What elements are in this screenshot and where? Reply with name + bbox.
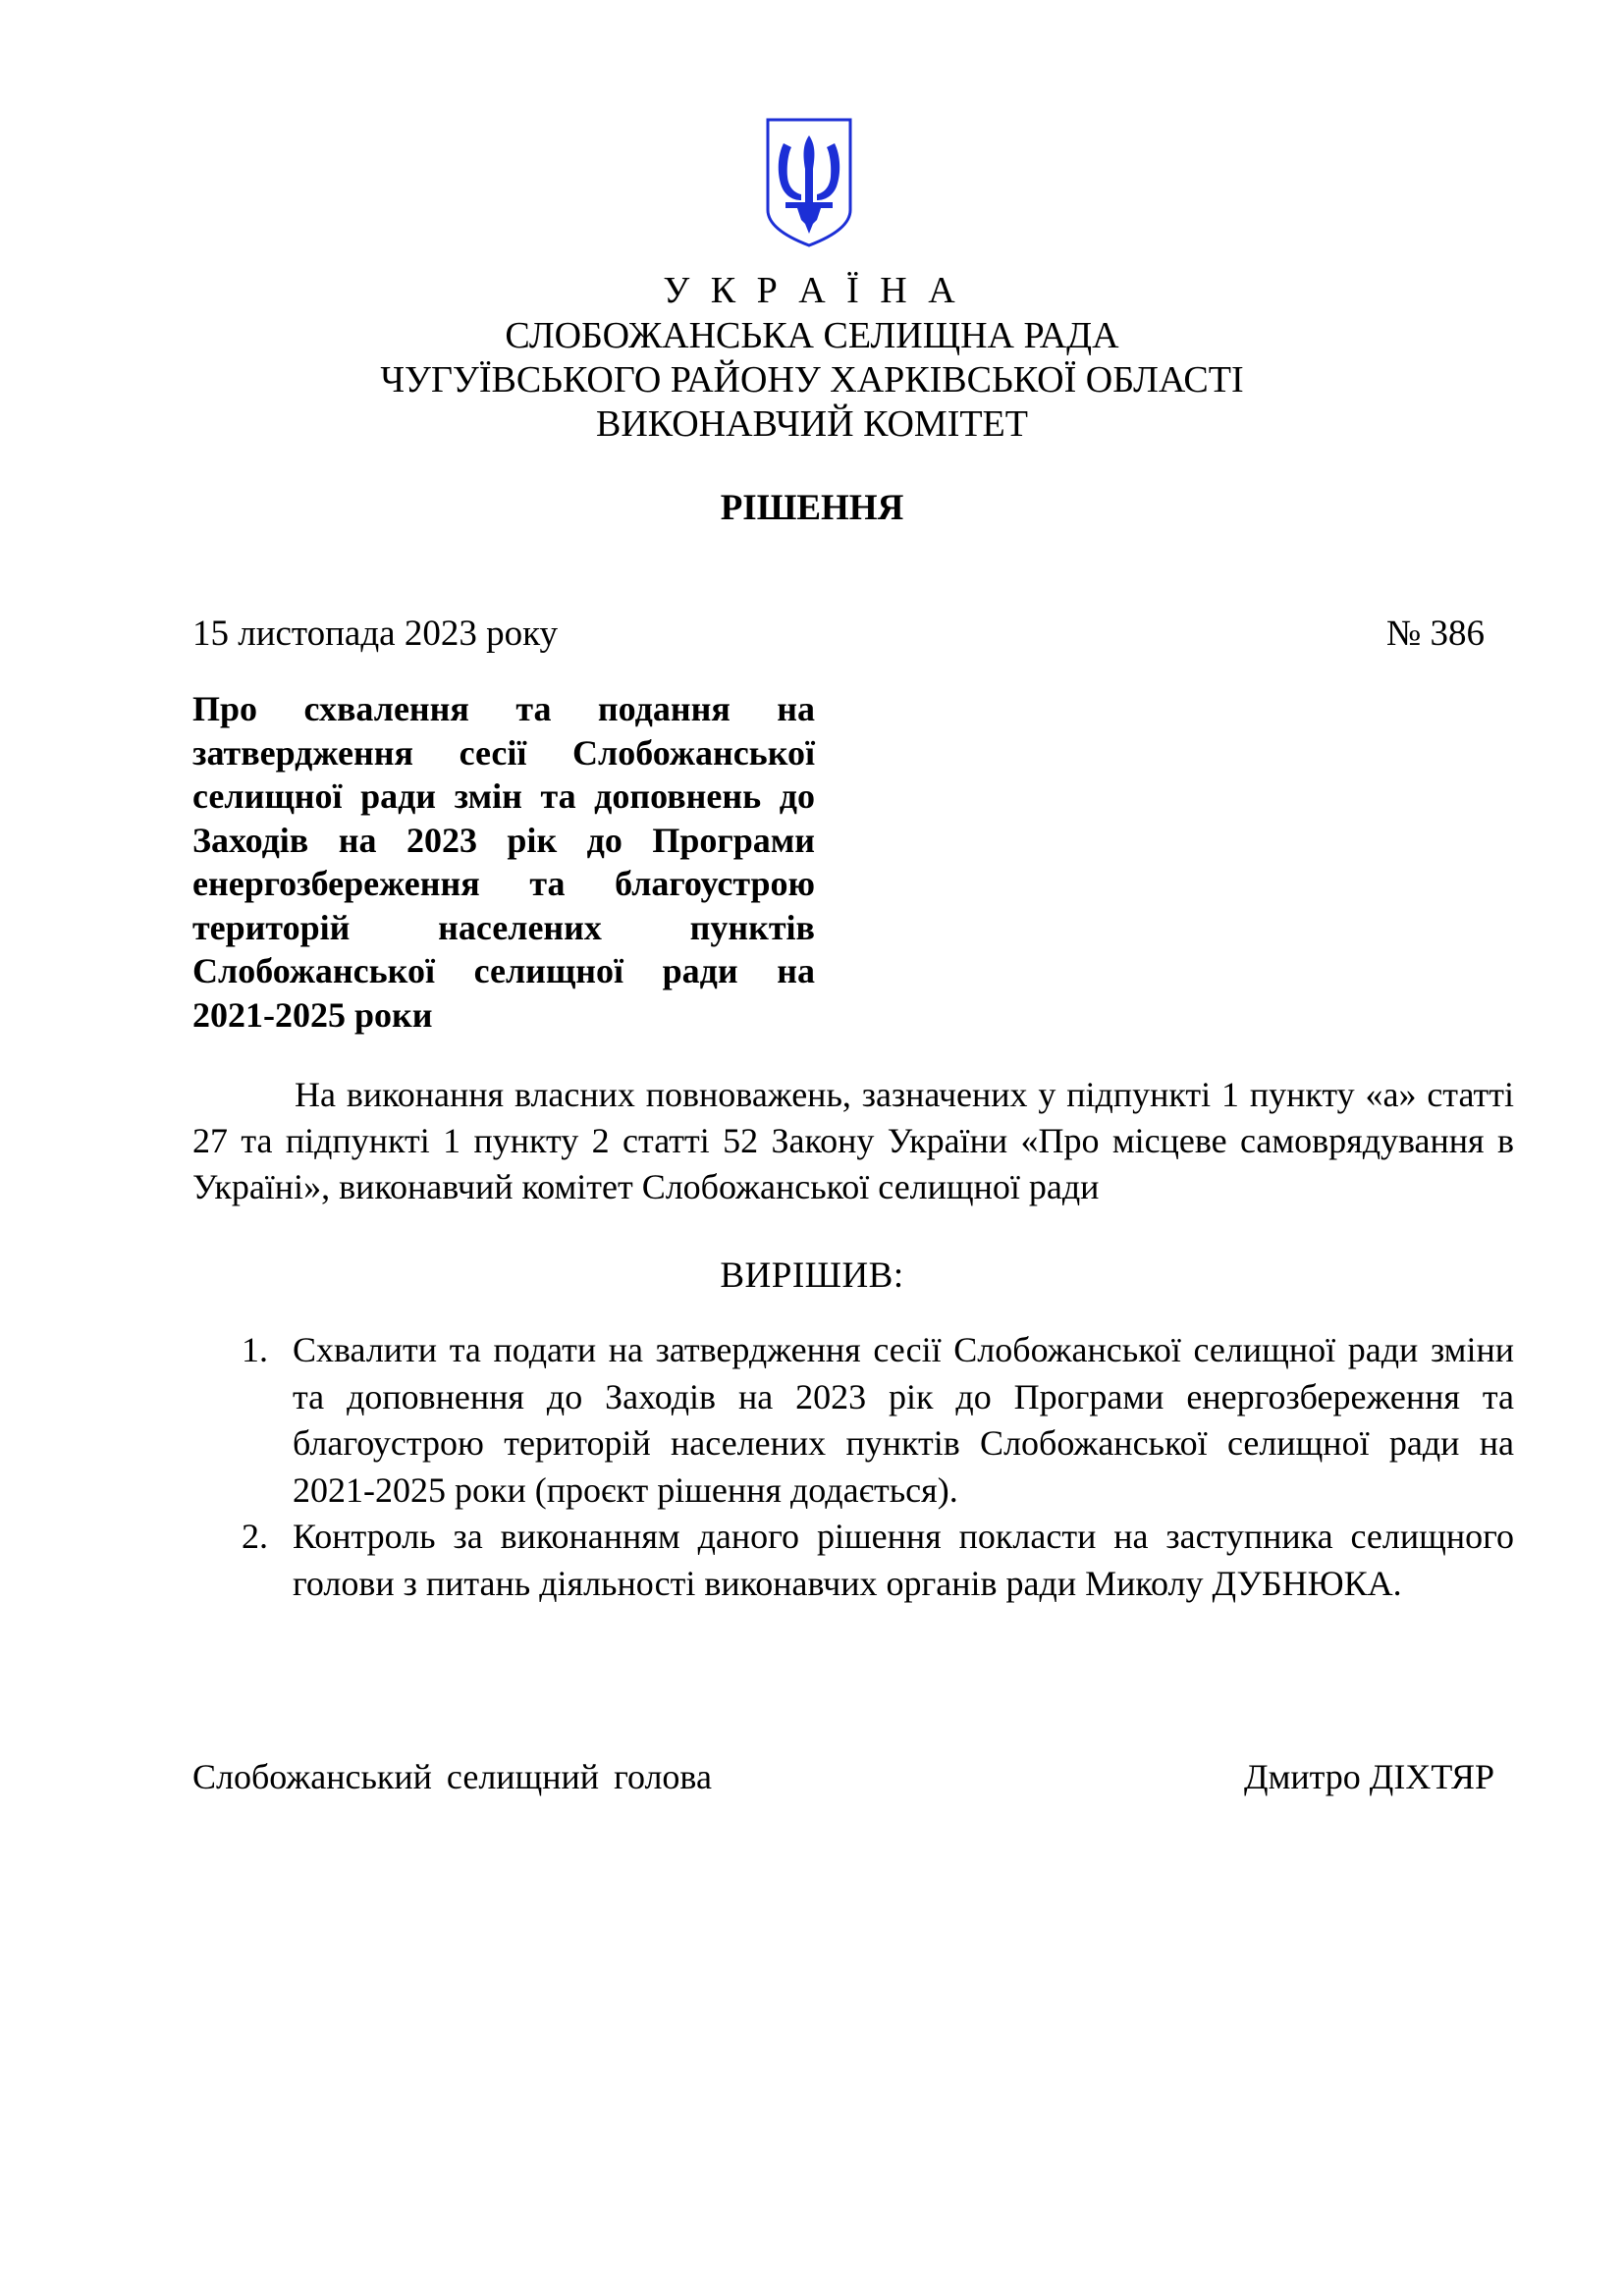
item-number: 2.	[242, 1517, 268, 1556]
decision-item	[192, 1327, 1514, 1514]
document-number: № 386	[1385, 614, 1485, 654]
decision-heading: ВИРІШИВ:	[720, 1255, 904, 1296]
header-committee: ВИКОНАВЧИЙ КОМІТЕТ	[596, 403, 1028, 445]
item-text: Контроль за виконанням даного рішення покласти на заступника селищного голови з питань діяльності виконавчих органів ради Миколу ДУБНЮКА.	[293, 1517, 1514, 1603]
header-district: ЧУГУЇВСЬКОГО РАЙОНУ ХАРКІВСЬКОЇ ОБЛАСТІ	[380, 359, 1244, 400]
trident-bar	[785, 202, 833, 208]
trident-left	[779, 143, 801, 200]
document-type: РІШЕННЯ	[720, 488, 904, 528]
trident-base	[797, 208, 821, 234]
preamble	[192, 1072, 1514, 1210]
item-number: 1.	[242, 1330, 268, 1369]
signature-title: Слобожанський селищний голова	[192, 1757, 712, 1796]
trident-center	[804, 135, 815, 202]
ukraine-trident-icon	[762, 116, 856, 249]
trident-right	[817, 143, 839, 200]
document-date: 15 листопада 2023 року	[192, 614, 559, 654]
header-country: У К Р А Ї Н А	[663, 270, 961, 311]
decision-item	[192, 1514, 1514, 1607]
signature-name: Дмитро ДІХТЯР	[1244, 1757, 1494, 1796]
decision-items	[192, 1327, 1514, 1607]
trident-inner-right	[819, 167, 826, 187]
item-text: Схвалити та подати на затвердження сесії Слобожанської селищної ради зміни та доповнення до Заходів на 2023 рік до Програми енергозбереження та благоустрою територій населених пунктів Слобожанської селищної ради на 2021-2025 роки (проєкт рішення додається).	[293, 1330, 1514, 1510]
document-subject: Про схвалення та подання на затвердження сесії Слобожанської селищної ради змін та доповнень до Заходів на 2023 рік до Програми енергозбереження та благоустрою територій населених пунктів Слобожанської селищної ради на 2021-2025 роки	[192, 689, 815, 1035]
header-council: СЛОБОЖАНСЬКА СЕЛИЩНА РАДА	[505, 315, 1119, 356]
trident-inner-left	[792, 167, 799, 187]
preamble-text: На виконання власних повноважень, зазначених у підпункті 1 пункту «а» статті 27 та підпункті 1 пункту 2 статті 52 Закону України «Про місцеве самоврядування в Україні», виконавчий комітет Слобожанської селищної ради	[192, 1075, 1514, 1206]
